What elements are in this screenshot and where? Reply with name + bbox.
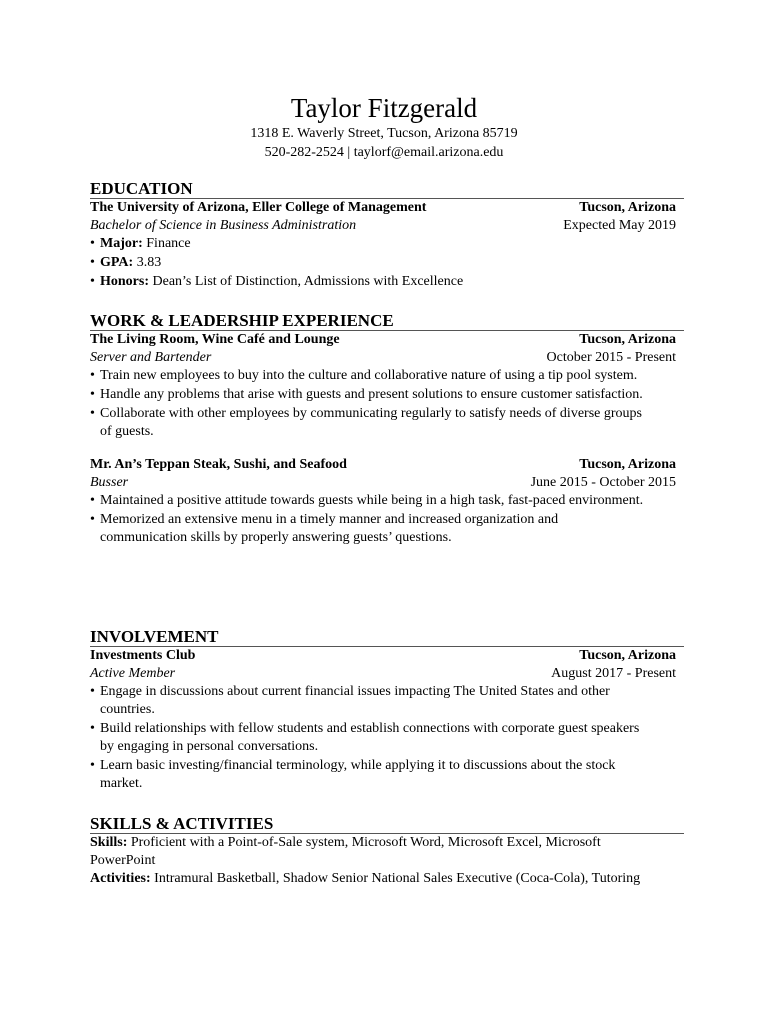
- skills-label: Skills:: [90, 835, 128, 850]
- bullet-icon: •: [90, 274, 95, 289]
- list-item: [90, 405, 684, 441]
- duty-text: Engage in discussions about current financial issues impacting The United States and other countries.: [100, 684, 610, 717]
- org-location: Tucson, Arizona: [579, 648, 676, 663]
- org-date: August 2017 - Present: [551, 666, 676, 681]
- skills-section: [90, 815, 684, 888]
- list-item: [90, 720, 684, 756]
- employer-name: The Living Room, Wine Café and Lounge: [90, 332, 340, 347]
- list-item: [90, 683, 684, 719]
- org-role: Active Member: [90, 666, 176, 681]
- contact-info: 520-282-2524 | taylorf@email.arizona.edu: [264, 145, 504, 160]
- job-date: October 2015 - Present: [546, 350, 676, 365]
- list-item: [90, 757, 684, 793]
- activities-label: Activities:: [90, 871, 151, 886]
- list-item: [90, 273, 684, 291]
- duty-text: Maintained a positive attitude towards guests while being in a high task, fast-paced environment.: [100, 493, 644, 508]
- job-date: June 2015 - October 2015: [530, 475, 676, 490]
- job-role: Server and Bartender: [90, 350, 212, 365]
- duty-text: Build relationships with fellow students and establish connections with corporate guest speakers by engaging in personal conversations.: [100, 721, 640, 754]
- involvement-row-role: [90, 665, 684, 683]
- activities-text: Intramural Basketball, Shadow Senior National Sales Executive (Coca-Cola), Tutoring: [154, 871, 641, 886]
- list-item: [90, 492, 684, 510]
- list-item: [90, 367, 684, 385]
- education-details: [90, 235, 684, 291]
- education-section: [90, 180, 684, 292]
- detail-label: Honors:: [100, 274, 149, 289]
- bullet-icon: •: [90, 684, 95, 699]
- duty-text: Learn basic investing/financial terminology, while applying it to discussions about the stock market.: [100, 758, 616, 791]
- detail-label: GPA:: [100, 255, 134, 270]
- job-role: Busser: [90, 475, 129, 490]
- job-row-role: [90, 474, 684, 492]
- education-row-school: [90, 199, 684, 217]
- resume-header: [0, 0, 768, 162]
- spacer: [90, 442, 684, 456]
- candidate-name: Taylor Fitzgerald: [290, 93, 478, 123]
- activities-line: [90, 870, 684, 888]
- skills-line: [90, 834, 684, 870]
- section-title-work: WORK & LEADERSHIP EXPERIENCE: [90, 312, 684, 331]
- list-item: [90, 235, 684, 253]
- involvement-row-org: [90, 647, 684, 665]
- detail-label: Major:: [100, 236, 143, 251]
- job-duties: [90, 367, 684, 441]
- org-name: Investments Club: [90, 648, 196, 663]
- school-location: Tucson, Arizona: [579, 200, 676, 215]
- bullet-icon: •: [90, 758, 95, 773]
- education-row-degree: [90, 217, 684, 235]
- job-row-employer: [90, 331, 684, 349]
- job-row-role: [90, 349, 684, 367]
- list-item: [90, 511, 684, 547]
- degree-date: Expected May 2019: [563, 218, 676, 233]
- bullet-icon: •: [90, 406, 95, 421]
- duty-text: Train new employees to buy into the culture and collaborative nature of using a tip pool system.: [100, 368, 638, 383]
- list-item: [90, 386, 684, 404]
- detail-value: Dean’s List of Distinction, Admissions with Excellence: [152, 274, 464, 289]
- employer-location: Tucson, Arizona: [579, 457, 676, 472]
- duty-text: Handle any problems that arise with guests and present solutions to ensure customer satisfaction.: [100, 387, 643, 402]
- work-section: [90, 312, 684, 548]
- section-title-involvement: INVOLVEMENT: [90, 628, 684, 647]
- involvement-duties: [90, 683, 684, 793]
- bullet-icon: •: [90, 236, 95, 251]
- bullet-icon: •: [90, 368, 95, 383]
- degree: Bachelor of Science in Business Administration: [90, 218, 357, 233]
- bullet-icon: •: [90, 387, 95, 402]
- job-duties: [90, 492, 684, 547]
- bullet-icon: •: [90, 255, 95, 270]
- employer-location: Tucson, Arizona: [579, 332, 676, 347]
- duty-text: Collaborate with other employees by communicating regularly to satisfy needs of diverse groups of guests.: [100, 406, 642, 439]
- duty-text: Memorized an extensive menu in a timely manner and increased organization and communication skills by properly answering guests’ questions.: [100, 512, 559, 545]
- bullet-icon: •: [90, 512, 95, 527]
- skills-text: Proficient with a Point-of-Sale system, Microsoft Word, Microsoft Excel, Microsoft PowerPoint: [90, 835, 601, 868]
- list-item: [90, 254, 684, 272]
- involvement-section: [90, 628, 684, 794]
- detail-value: Finance: [146, 236, 191, 251]
- employer-name: Mr. An’s Teppan Steak, Sushi, and Seafood: [90, 457, 347, 472]
- section-title-education: EDUCATION: [90, 180, 684, 199]
- school-name: The University of Arizona, Eller College of Management: [90, 200, 427, 215]
- bullet-icon: •: [90, 721, 95, 736]
- bullet-icon: •: [90, 493, 95, 508]
- detail-value: 3.83: [136, 255, 162, 270]
- address: 1318 E. Waverly Street, Tucson, Arizona 85719: [250, 126, 518, 141]
- section-title-skills: SKILLS & ACTIVITIES: [90, 815, 684, 834]
- job-row-employer: [90, 456, 684, 474]
